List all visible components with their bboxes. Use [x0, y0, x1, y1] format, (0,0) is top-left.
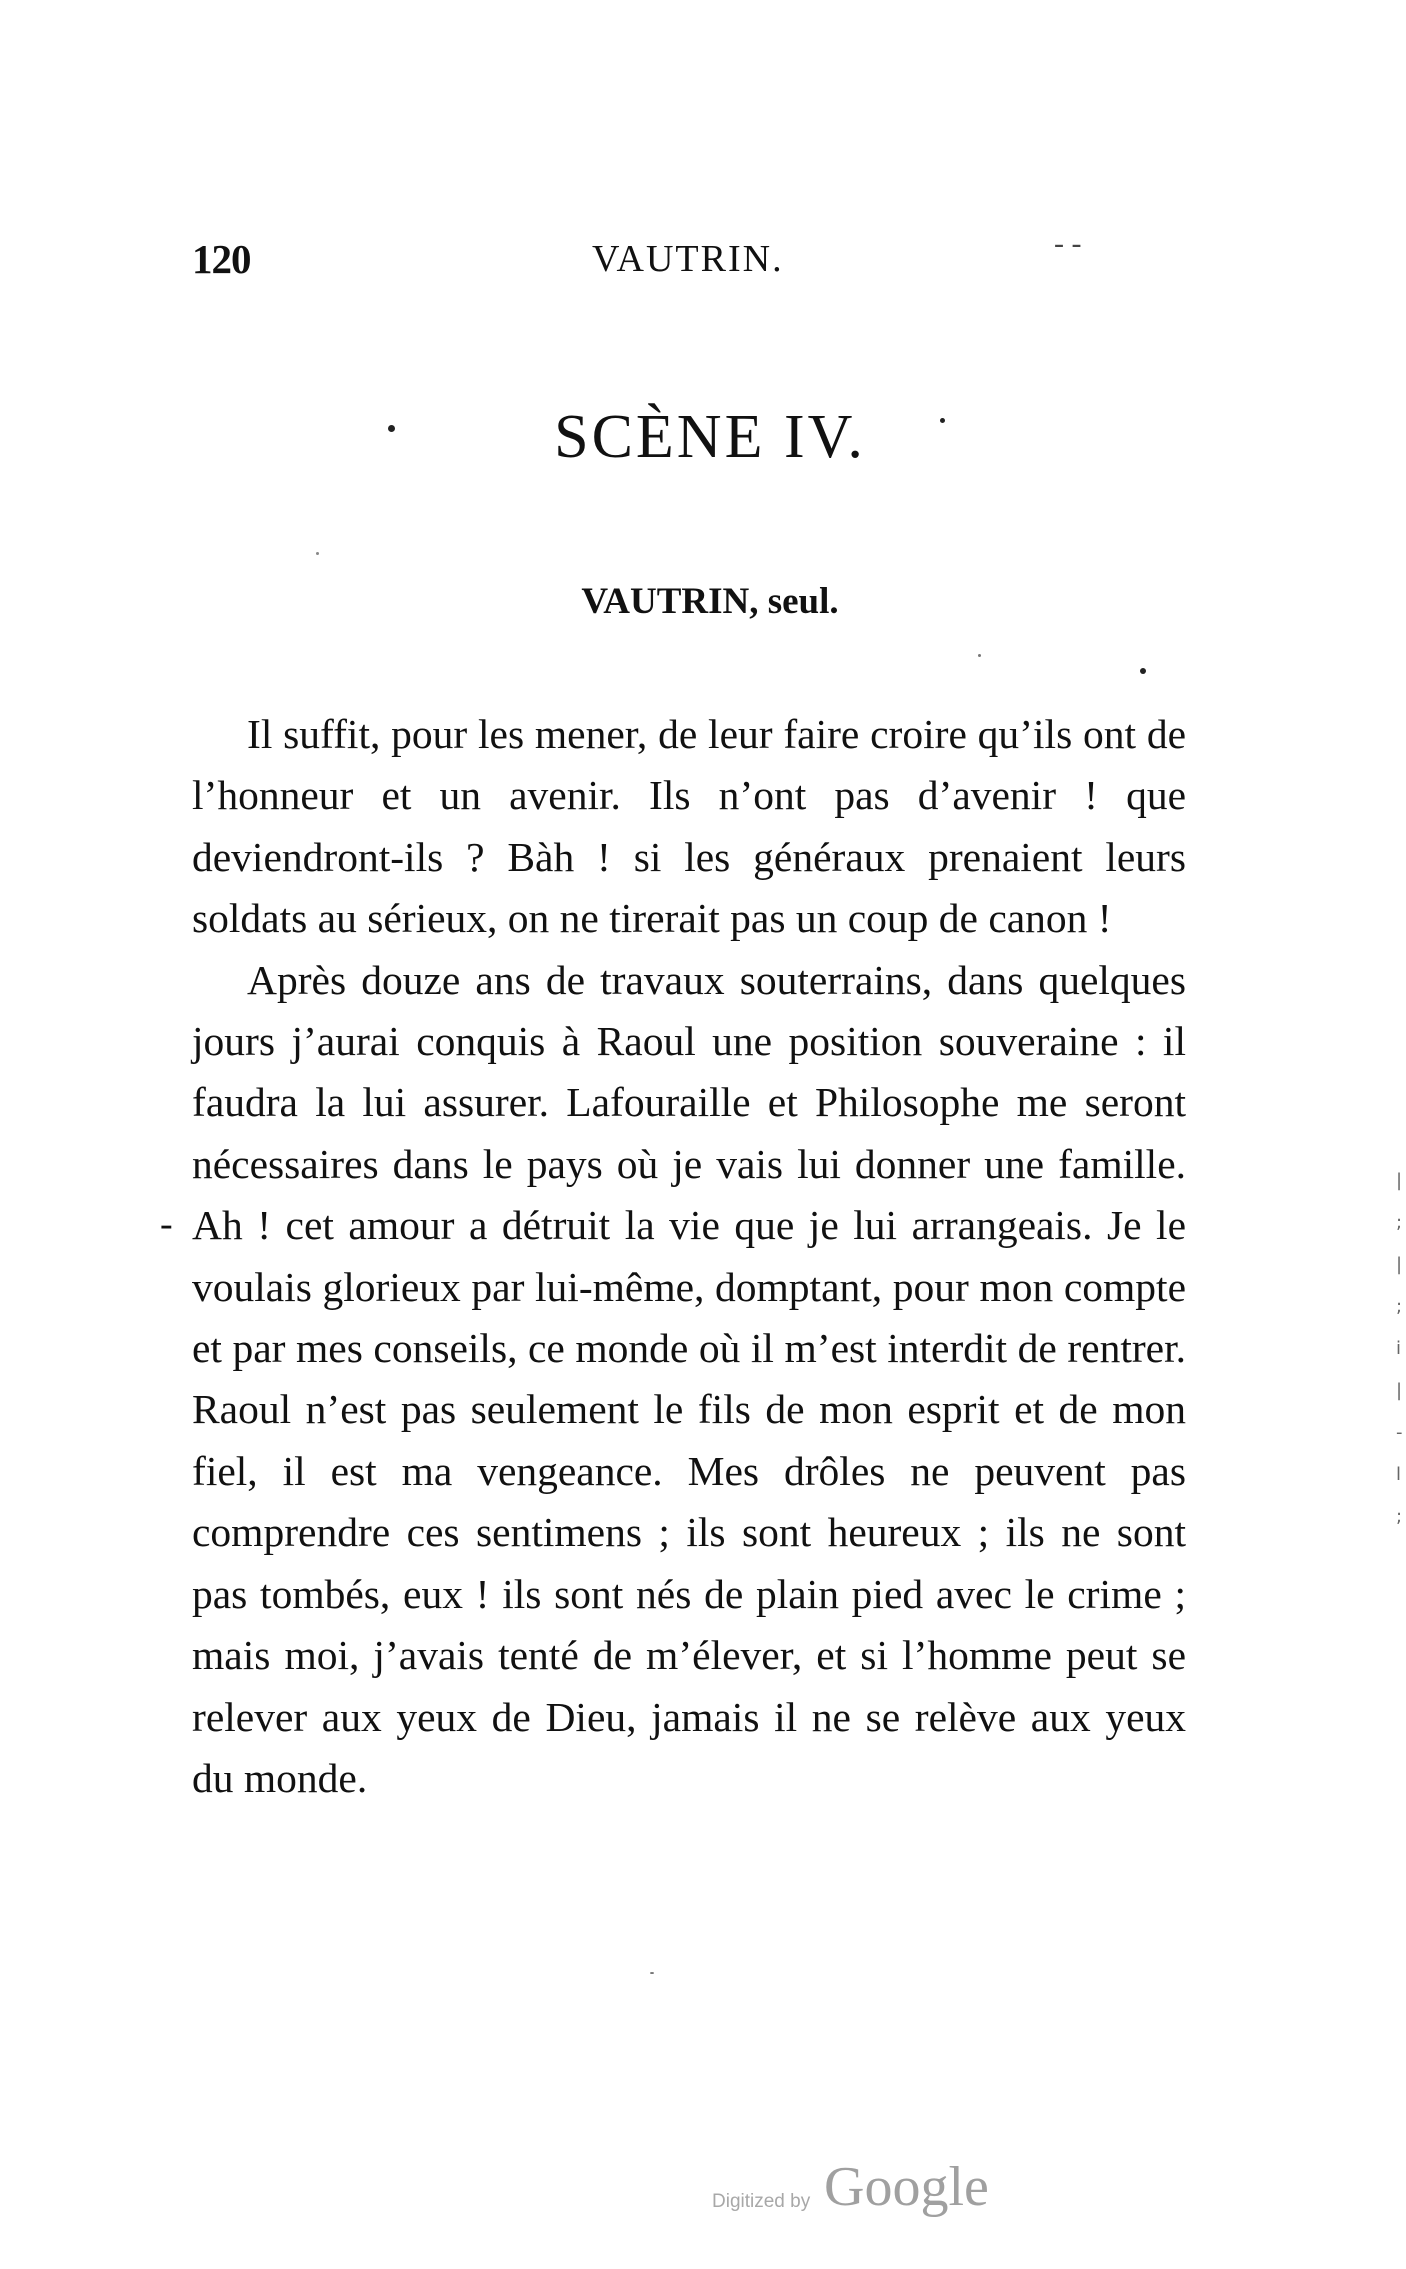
- ink-speck: [978, 654, 981, 657]
- ink-speck: [940, 418, 945, 423]
- header-stray-mark: - -: [1054, 227, 1082, 260]
- google-brand-logo: Google: [824, 2156, 989, 2218]
- body-text: [192, 704, 1186, 1809]
- scene-title: SCÈNE IV.: [554, 403, 866, 471]
- speaker-note: seul.: [767, 581, 839, 622]
- scene-heading: [0, 402, 1406, 473]
- digitized-by-google-watermark: [712, 2155, 1002, 2225]
- speaker-name: VAUTRIN,: [581, 581, 759, 622]
- left-margin-dash: -: [160, 1203, 173, 1245]
- ink-speck: [650, 1972, 654, 1974]
- ink-speck: [316, 552, 319, 555]
- ink-speck: [1140, 668, 1146, 674]
- running-title: VAUTRIN.: [592, 238, 784, 280]
- paragraph-1: Il suffit, pour les mener, de leur faire croire qu’ils ont de l’honneur et un avenir. Ils n’ont pas d’avenir ! que deviendront-ils ? Bàh ! si les généraux prenaient leurs soldats au sérieux, on ne tirerait pas un coup de canon !: [192, 711, 1186, 942]
- digitized-label: Digitized by: [712, 2191, 811, 2212]
- right-edge-scan-marks: | ; | ; i | -l ;: [1396, 1170, 1403, 1527]
- speaker-line: [0, 580, 1406, 623]
- running-head: [192, 227, 1192, 295]
- ink-speck: [388, 425, 395, 432]
- page-number: 120: [192, 236, 251, 282]
- paragraph-2: Après douze ans de travaux souterrains, dans quelques jours j’aurai conquis à Raoul une position souveraine : il faudra la lui assurer. Lafouraille et Philosophe me seront nécessaires dans le pays où je vais lui donner une famille. Ah ! cet amour a détruit la vie que je lui arrangeais. Je le voulais glorieux par lui-même, domptant, pour mon compte et par mes conseils, ce monde où il m’est interdit de rentrer. Raoul n’est pas seulement le fils de mon esprit et de mon fiel, il est ma vengeance. Mes drôles ne peuvent pas comprendre ces sentimens ; ils sont heureux ; ils ne sont pas tombés, eux ! ils sont nés de plain pied avec le crime ; mais moi, j’avais tenté de m’élever, et si l’homme peut se relever aux yeux de Dieu, jamais il ne se relève aux yeux du monde.: [192, 956, 1186, 1801]
